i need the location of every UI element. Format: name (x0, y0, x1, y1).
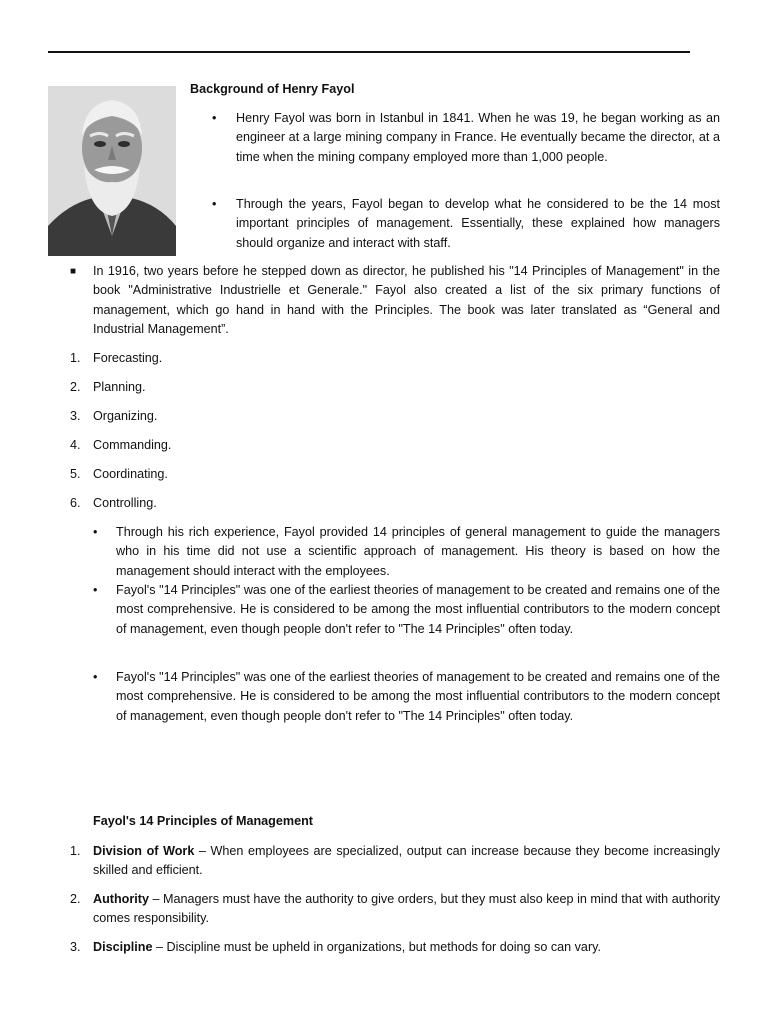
experience-bullet: Through his rich experience, Fayol provided 14 principles of general management to guide the managers who in his time did not use a scientific approach of management. His theory is based on how the management should interact with the employees. (116, 525, 720, 578)
principle-item (70, 890, 720, 929)
principle-description: – Managers must have the authority to give orders, but they must also keep in mind that with authority comes responsibility. (93, 892, 720, 926)
list-number: 1. (70, 844, 81, 858)
publication-paragraph: In 1916, two years before he stepped down as director, he published his "14 Principles of Management" in the book "Administrative Industrielle et Generale." Fayol also created a list of the six primary functions of management, which go hand in hand with the Principles. The book was later translated as “General and Industrial Management”. (93, 264, 720, 336)
henry-fayol-portrait (48, 86, 176, 256)
principle-description: – Discipline must be upheld in organizations, but methods for doing so can vary. (152, 940, 601, 954)
list-number: 5. (70, 467, 81, 481)
function-label: Coordinating. (93, 467, 168, 481)
background-bullet-1: Henry Fayol was born in Istanbul in 1841. When he was 19, he began working as an engineer at a large mining company in France. He eventually became the director, at a time when the mining company employed more than 1,000 people. (236, 111, 720, 164)
function-item (70, 465, 168, 484)
list-number: 3. (70, 409, 81, 423)
function-item (70, 378, 146, 397)
function-item (70, 349, 162, 368)
principle-item (70, 938, 720, 957)
top-rule (48, 51, 690, 53)
bullet-dot-icon: • (93, 670, 98, 684)
bullet-dot-icon: • (212, 197, 217, 211)
function-item (70, 494, 157, 513)
function-item (70, 436, 171, 455)
list-number: 2. (70, 892, 81, 906)
portrait-image (48, 86, 176, 256)
section-heading-background: Background of Henry Fayol (190, 82, 355, 96)
function-item (70, 407, 157, 426)
bullet-dot-icon: • (93, 583, 98, 597)
list-number: 3. (70, 940, 81, 954)
principle-term: Discipline (93, 940, 153, 954)
function-label: Controlling. (93, 496, 157, 510)
list-number: 6. (70, 496, 81, 510)
list-number: 2. (70, 380, 81, 394)
function-label: Organizing. (93, 409, 158, 423)
principle-term: Division of Work (93, 844, 195, 858)
principles-bullet-2: Fayol's "14 Principles" was one of the earliest theories of management to be created and remains one of the most comprehensive. He is considered to be among the most influential contributors to the modern concept of management, even though people don't refer to "The 14 Principles" often today. (116, 670, 720, 723)
principles-bullet-1: Fayol's "14 Principles" was one of the earliest theories of management to be created and remains one of the most comprehensive. He is considered to be among the most influential contributors to the modern concept of management, even though people don't refer to "The 14 Principles" often today. (116, 583, 720, 636)
square-bullet-icon: ■ (70, 266, 77, 277)
function-label: Commanding. (93, 438, 172, 452)
list-number: 1. (70, 351, 81, 365)
list-number: 4. (70, 438, 81, 452)
principle-description: – When employees are specialized, output can increase because they become increasingly skilled and efficient. (93, 844, 720, 878)
background-bullet-2: Through the years, Fayol began to develop what he considered to be the 14 most important principles of management. Essentially, these explained how managers should organize and interact with staff. (236, 197, 720, 250)
principle-item (70, 842, 720, 881)
section-heading-principles: Fayol's 14 Principles of Management (93, 814, 313, 828)
bullet-dot-icon: • (212, 111, 217, 125)
principle-term: Authority (93, 892, 149, 906)
function-label: Forecasting. (93, 351, 163, 365)
function-label: Planning. (93, 380, 146, 394)
bullet-dot-icon: • (93, 525, 98, 539)
